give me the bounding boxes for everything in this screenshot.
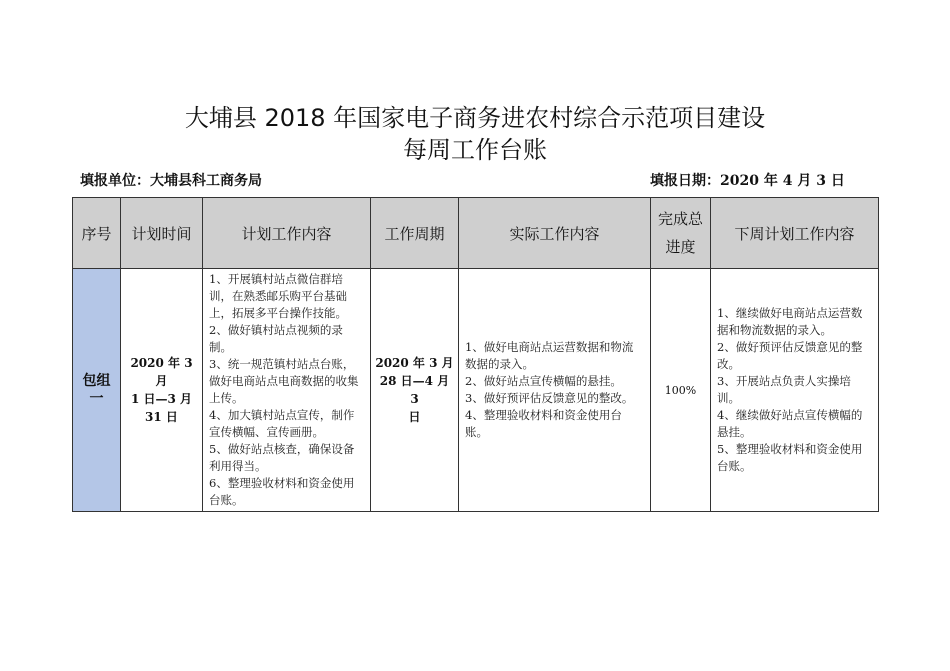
next-item: 1、继续做好电商站点运营数据和物流数据的录入。 [717, 306, 863, 337]
plan-item: 2、做好镇村站点视频的录制。 [209, 323, 343, 354]
plan-item: 5、做好站点核查，确保设备利用得当。 [209, 442, 355, 473]
progress-cell: 100% [651, 269, 711, 512]
group-label-line1: 包组 [82, 373, 111, 389]
plan-content-cell [203, 269, 371, 512]
plan-item: 6、整理验收材料和资金使用台账。 [209, 476, 355, 507]
header-work-period: 工作周期 [371, 198, 459, 269]
plan-time-line1: 2020 年 3 月 [130, 356, 193, 388]
header-progress-line1: 完成总 [657, 210, 703, 228]
document-title-line2: 每周工作台账 [403, 136, 547, 164]
plan-item: 1、开展镇村站点微信群培训，在熟悉邮乐购平台基础上，拓展多平台操作技能。 [209, 272, 347, 320]
header-plan-content: 计划工作内容 [203, 198, 371, 269]
group-label-line2: 一 [89, 391, 104, 407]
header-seq: 序号 [73, 198, 121, 269]
work-ledger-table [72, 197, 879, 512]
period-line2: 28 日—4 月 3 [379, 374, 450, 406]
actual-content-cell [459, 269, 651, 512]
actual-item: 1、做好电商站点运营数据和物流数据的录入。 [465, 340, 634, 371]
work-period-cell [371, 269, 459, 512]
next-item: 5、整理验收材料和资金使用台账。 [717, 442, 863, 473]
reporting-date: 填报日期：2020 年 4 月 3 日 [650, 173, 845, 189]
header-actual-content: 实际工作内容 [459, 198, 651, 269]
actual-item: 3、做好预评估反馈意见的整改。 [465, 391, 634, 405]
plan-time-line3: 31 日 [145, 410, 178, 424]
actual-item: 2、做好站点宣传横幅的悬挂。 [465, 374, 622, 388]
plan-time-line2: 1 日—3 月 [130, 392, 193, 406]
header-next-plan: 下周计划工作内容 [711, 198, 879, 269]
plan-item: 3、统一规范镇村站点台账，做好电商站点电商数据的收集上传。 [209, 357, 359, 405]
next-plan-cell [711, 269, 879, 512]
document-title-line1: 大埔县 2018 年国家电子商务进农村综合示范项目建设 [184, 104, 766, 132]
header-progress [651, 198, 711, 269]
next-item: 4、继续做好站点宣传横幅的悬挂。 [717, 408, 863, 439]
next-item: 3、开展站点负责人实操培训。 [717, 374, 851, 405]
header-row [73, 198, 879, 269]
table-row [73, 269, 879, 512]
header-plan-time: 计划时间 [121, 198, 203, 269]
next-item: 2、做好预评估反馈意见的整改。 [717, 340, 863, 371]
group-cell [73, 269, 121, 512]
plan-item: 4、加大镇村站点宣传，制作宣传横幅、宣传画册。 [209, 408, 355, 439]
actual-item: 4、整理验收材料和资金使用台账。 [465, 408, 622, 439]
plan-time-cell [121, 269, 203, 512]
period-line3: 日 [408, 410, 421, 424]
header-progress-line2: 进度 [665, 238, 696, 256]
reporting-unit: 填报单位：大埔县科工商务局 [80, 173, 262, 189]
period-line1: 2020 年 3 月 [375, 356, 454, 370]
